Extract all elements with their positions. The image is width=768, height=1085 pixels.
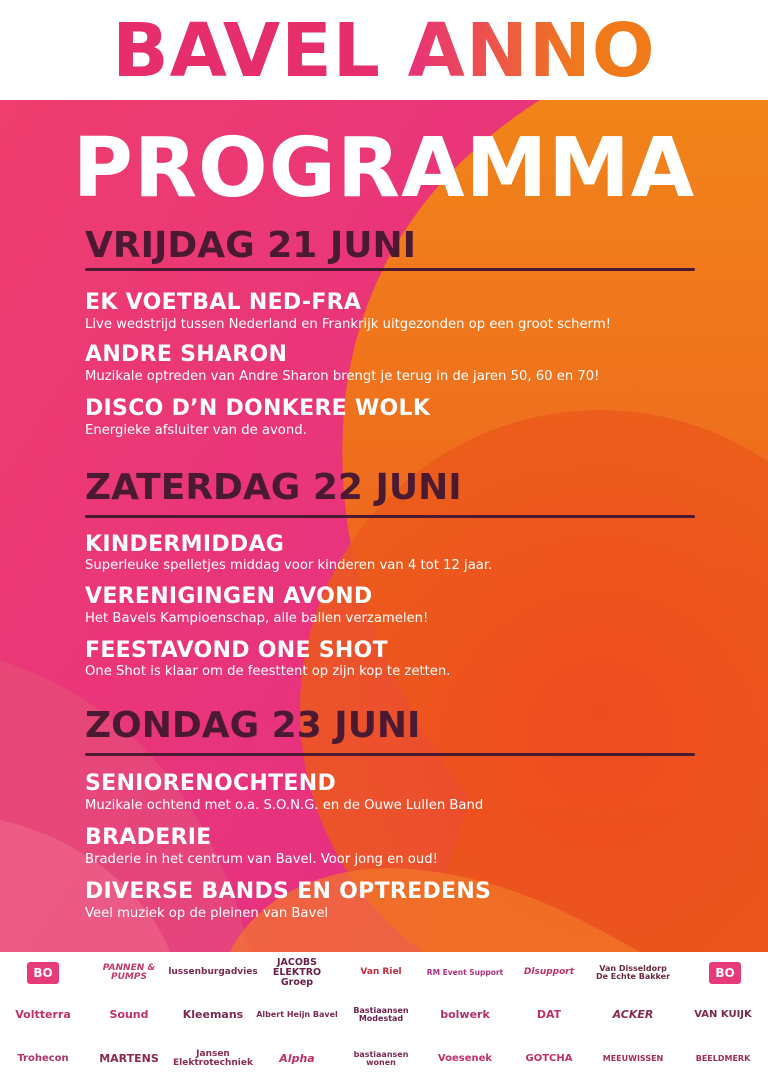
event-title: VERENIGINGEN AVOND (85, 584, 373, 609)
sponsor-logo: BEELDMERK (695, 1053, 751, 1063)
programma-title: PROGRAMMA (72, 121, 696, 216)
event-title-word-1: BAVEL (112, 8, 381, 94)
divider (85, 268, 695, 271)
sponsor-logo: Voltterra (15, 1008, 71, 1022)
day-heading-saturday: ZATERDAG 22 JUNI (85, 467, 462, 508)
event-title: FEESTAVOND ONE SHOT (85, 638, 388, 663)
sponsor-logo: PANNEN & PUMPS (102, 962, 156, 982)
sponsor-logo: Trohecon (17, 1052, 69, 1064)
sponsor-logo: VAN KUIJK (694, 1008, 752, 1020)
sponsor-logo: MEEUWISSEN (602, 1053, 664, 1063)
sponsor-logo: Jansen Elektrotechniek (173, 1048, 253, 1068)
sponsor-logo: Voesenek (437, 1052, 493, 1064)
sponsor-logo: Kleemans (182, 1008, 244, 1022)
event-description: Live wedstrijd tussen Nederland en Frankrijk uitgezonden op een groot scherm! (85, 317, 611, 332)
event-description: Braderie in het centrum van Bavel. Voor jong en oud! (85, 852, 438, 867)
sponsor-logo: RM Event Support (426, 968, 504, 978)
header (0, 0, 768, 100)
event-description: Energieke afsluiter van de avond. (85, 423, 307, 438)
event-title: BRADERIE (85, 825, 212, 850)
event-title: SENIORENOCHTEND (85, 771, 337, 796)
sponsor-logo: GOTCHA (525, 1052, 573, 1064)
sponsor-logo: JACOBS ELEKTRO Groep (272, 957, 322, 988)
event-description: Het Bavels Kampioenschap, alle ballen verzamelen! (85, 611, 429, 626)
sponsor-logo: Van Riel (360, 967, 402, 978)
event-title-word-2: ANNO (407, 8, 656, 94)
event-title: DIVERSE BANDS EN OPTREDENS (85, 879, 492, 904)
day-heading-sunday: ZONDAG 23 JUNI (85, 705, 421, 746)
sponsor-logo: Bastiaansen Modestad (353, 1005, 409, 1023)
day-heading-friday: VRIJDAG 21 JUNI (85, 225, 416, 266)
sponsor-logo: DAT (536, 1008, 562, 1022)
sponsor-logo: Sound (109, 1008, 149, 1022)
sponsor-logo: MARTENS (99, 1052, 159, 1066)
sponsor-logo: BO (684, 958, 766, 988)
event-description: Veel muziek op de pleinen van Bavel (85, 906, 329, 921)
sponsor-logo: bastiaansen wonen (353, 1049, 409, 1067)
event-title: DISCO D’N DONKERE WOLK (85, 396, 431, 421)
event-description: Muzikale ochtend met o.a. S.O.N.G. en de Ouwe Lullen Band (85, 798, 484, 813)
divider (85, 753, 695, 756)
sponsor-logo: Van Disseldorp De Echte Bakker (595, 963, 671, 981)
sponsor-logo: Albert Heijn Bavel (256, 1009, 338, 1019)
divider (85, 515, 695, 518)
sponsor-logo: bolwerk (440, 1008, 490, 1022)
event-description: Muzikale optreden van Andre Sharon brengt je terug in de jaren 50, 60 en 70! (85, 369, 600, 384)
event-title: KINDERMIDDAG (85, 532, 285, 557)
event-description: Superleuke spelletjes middag voor kinderen van 4 tot 12 jaar. (85, 558, 493, 573)
sponsor-logo: BO (2, 958, 84, 988)
sponsor-logo: Alpha (279, 1052, 315, 1066)
event-title (0, 8, 768, 94)
sponsor-logos (0, 952, 768, 1085)
event-title: EK VOETBAL NED-FRA (85, 290, 362, 315)
event-description: One Shot is klaar om de feesttent op zijn kop te zetten. (85, 664, 451, 679)
sponsor-logo: Dlsupport (523, 967, 575, 978)
event-title: ANDRE SHARON (85, 342, 288, 367)
sponsor-logo: ACKER (612, 1008, 654, 1022)
sponsor-logo: lussenburgadvies (168, 967, 258, 978)
